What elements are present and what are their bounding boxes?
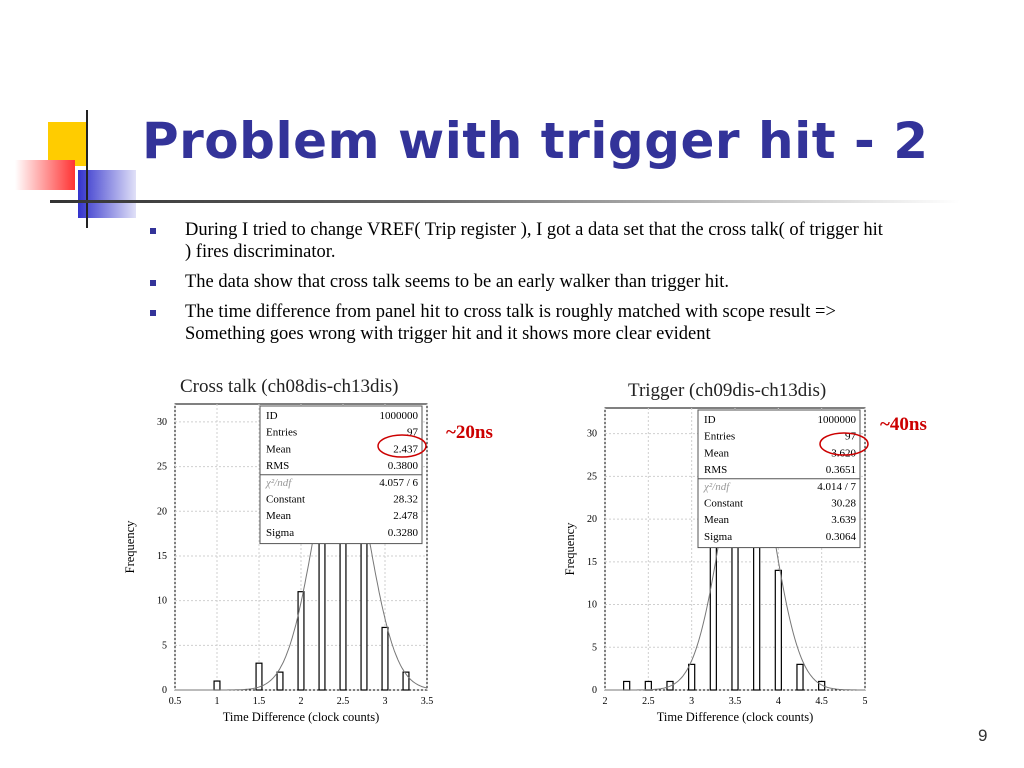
crosstalk-stats-value: 2.437 [393,443,418,456]
trigger-stats-label: χ²/ndf [704,480,730,493]
crosstalk-y-axis-label: Frequency [123,520,137,574]
crosstalk-stats-value: 0.3800 [387,460,418,473]
trigger-stats-value: 3.639 [831,514,856,527]
crosstalk-x-axis-label: Time Difference (clock counts) [222,710,380,724]
crosstalk-histogram-bar [382,627,388,690]
title-underline [50,200,960,203]
crosstalk-stats-label: Entries [266,426,298,439]
crosstalk-histogram-bar [361,529,367,690]
crosstalk-x-tick-label: 0.5 [168,696,182,707]
bullet-item [150,219,890,263]
trigger-y-tick-label: 5 [592,642,597,654]
crosstalk-y-tick-label: 10 [157,595,167,607]
crosstalk-stats-value: 0.3280 [387,526,418,539]
crosstalk-y-tick-label: 15 [157,550,167,562]
slide-number: 9 [978,726,988,745]
crosstalk-x-tick-label: 2.5 [336,696,350,707]
trigger-stats-value: 0.3651 [825,464,856,477]
annotation-20ns: ~20ns [446,422,493,443]
crosstalk-y-tick-label: 20 [157,506,167,518]
trigger-histogram-bar [710,545,716,690]
crosstalk-stats-label: RMS [266,460,290,473]
trigger-stats-label: Mean [704,447,730,460]
trigger-x-axis-label: Time Difference (clock counts) [656,710,814,724]
crosstalk-x-tick-label: 1.5 [252,696,266,707]
trigger-x-tick-label: 3.5 [728,696,742,707]
trigger-stats-value: 3.620 [831,447,856,460]
crosstalk-stats-value: 28.32 [393,493,418,506]
crosstalk-stats-label: Mean [266,510,292,523]
bullet-text: During I tried to change VREF( Trip register ), I got a data set that the cross talk( of trigger hit ) fires discriminator. [185,220,883,262]
crosstalk-stats-label: ID [266,410,278,422]
crosstalk-y-tick-label: 0 [162,685,167,696]
bullet-square-icon [150,310,156,316]
crosstalk-stats-value: 97 [407,426,418,439]
trigger-stats-value: 1000000 [817,414,856,426]
bullet-list [150,219,890,353]
bullet-square-icon [150,280,156,286]
trigger-stats-label: Mean [704,514,730,527]
crosstalk-x-tick-label: 3.5 [420,696,434,707]
crosstalk-x-tick-label: 2 [298,696,304,707]
bullet-item [150,301,890,345]
trigger-stats-value: 97 [845,430,856,443]
trigger-x-tick-label: 5 [862,696,868,707]
bullet-item [150,271,890,293]
histogram-crosstalk [120,398,440,728]
trigger-y-tick-label: 30 [587,428,597,440]
trigger-y-tick-label: 10 [587,599,597,611]
trigger-y-tick-label: 20 [587,514,597,526]
trigger-x-tick-label: 4.5 [815,696,828,707]
trigger-x-tick-label: 2 [602,696,608,707]
chart-title-trigger: Trigger (ch09dis-ch13dis) [628,380,827,401]
crosstalk-stats-label: Constant [266,493,306,506]
trigger-stats-value: 4.014 / 7 [817,480,856,493]
crosstalk-histogram-bar [298,592,304,690]
crosstalk-histogram-bar [214,681,220,690]
trigger-x-tick-label: 4 [775,696,781,707]
annotation-40ns: ~40ns [880,414,927,435]
trigger-stats-label: Sigma [704,530,733,543]
trigger-x-tick-label: 3 [689,696,695,707]
chart-title-crosstalk: Cross talk (ch08dis-ch13dis) [180,376,399,397]
trigger-stats-label: Constant [704,497,744,510]
trigger-stats-label: ID [704,414,716,426]
crosstalk-histogram-bar [277,672,283,690]
slide-title: Problem with trigger hit - 2 [142,112,929,170]
crosstalk-stats-label: Sigma [266,526,295,539]
trigger-stats-label: Entries [704,430,736,443]
bullet-text: The time difference from panel hit to cross talk is roughly matched with scope result => Something goes wrong with trigger hit and it shows more clear evident [185,302,836,344]
crosstalk-stats-value: 4.057 / 6 [379,476,418,489]
histogram-trigger [560,402,880,728]
trigger-histogram-bar [689,664,695,690]
bullet-text: The data show that cross talk seems to be an early walker than trigger hit. [185,272,730,292]
trigger-histogram-bar [645,681,651,690]
crosstalk-stats-value: 1000000 [379,410,418,422]
crosstalk-x-tick-label: 3 [382,696,388,707]
trigger-stats-label: RMS [704,464,728,477]
trigger-stats-value: 30.28 [831,497,856,510]
trigger-histogram-bar [797,664,803,690]
bullet-square-icon [150,228,156,234]
crosstalk-stats-label: χ²/ndf [266,476,292,489]
crosstalk-x-tick-label: 1 [214,696,220,707]
trigger-y-axis-label: Frequency [563,522,577,576]
trigger-y-tick-label: 25 [587,471,597,483]
crosstalk-y-tick-label: 5 [162,640,167,652]
crosstalk-y-tick-label: 30 [157,416,167,428]
trigger-histogram-bar [775,570,781,690]
trigger-y-tick-label: 15 [587,556,597,568]
trigger-stats-value: 0.3064 [825,530,856,543]
crosstalk-stats-value: 2.478 [393,510,418,523]
trigger-x-tick-label: 2.5 [642,696,655,707]
trigger-histogram-bar [624,681,630,690]
crosstalk-y-tick-label: 25 [157,461,167,473]
crosstalk-stats-label: Mean [266,443,292,456]
trigger-y-tick-label: 0 [592,685,597,696]
